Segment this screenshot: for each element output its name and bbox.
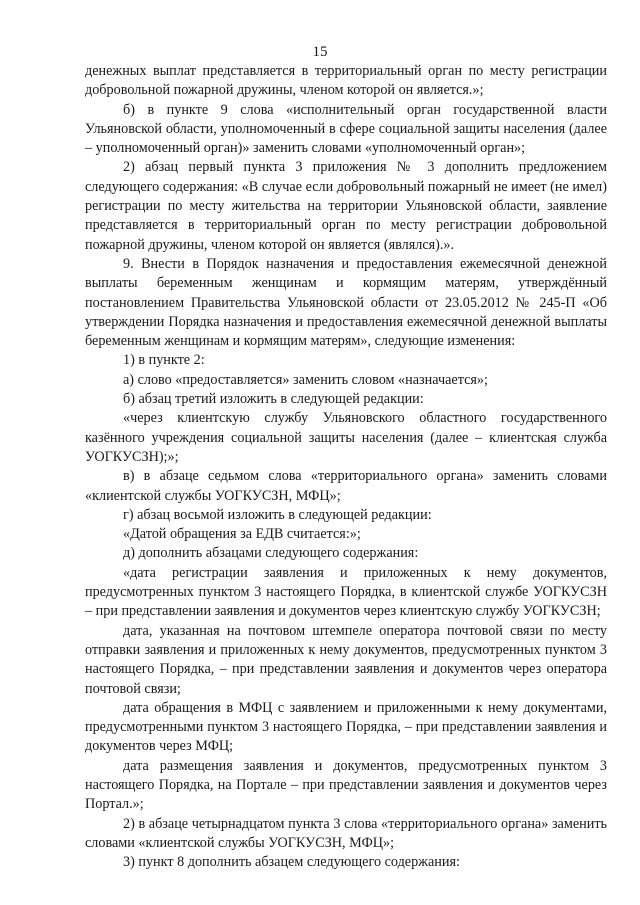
paragraph-p18: 3) пункт 8 дополнить абзацем следующего содержания: <box>123 854 460 871</box>
page-number: 15 <box>312 44 328 60</box>
paragraph-p07: б) абзац третий изложить в следующей редакции: <box>123 391 424 408</box>
paragraph-p01: денежных выплат представляется в территориальный орган по месту регистрации добровольной пожарной дружины, членом которой он является.»; <box>85 63 607 99</box>
document-body <box>85 62 607 872</box>
paragraph-p12: д) дополнить абзацами следующего содержания: <box>123 545 419 562</box>
paragraph-p15: дата обращения в МФЦ с заявлением и приложенными к нему документами, предусмотренными пунктом 3 настоящего Порядка, – при представлении заявления и документов через МФЦ; <box>85 699 607 755</box>
paragraph-p04: 9. Внести в Порядок назначения и предоставления ежемесячной денежной выплаты беременным женщинам и кормящим матерям, утверждённый постановлением Правительства Ульяновской области от 23.05.2012 № 245-П «Об утверждении Порядка назначения и предоставления ежемесячной денежной выплаты беременным женщинам и кормящим матерям», следующие изменения: <box>85 255 607 350</box>
paragraph-p03: 2) абзац первый пункта 3 приложения № 3 дополнить предложением следующего содержания: «В случае если добровольный пожарный не имеет (не имел) регистрации по месту жительства на территории Ульяновской области, заявление представляется в территориальный орган по месту регистрации добровольной пожарной дружины, членом которой он является (являлся).». <box>85 159 607 253</box>
paragraph-p10: г) абзац восьмой изложить в следующей редакции: <box>123 506 432 523</box>
paragraph-p05: 1) в пункте 2: <box>123 352 205 369</box>
paragraph-p09: в) в абзаце седьмом слова «территориального органа» заменить словами «клиентской службы УОГКУСЗН, МФЦ»; <box>85 468 607 504</box>
paragraph-p13: «дата регистрации заявления и приложенных к нему документов, предусмотренных пунктом 3 настоящего Порядка, в клиентской службе УОГКУСЗН – при представлении заявления и документов через клиентскую службу УОГКУСЗН; <box>85 564 607 620</box>
paragraph-p17: 2) в абзаце четырнадцатом пункта 3 слова «территориального органа» заменить словами «клиентской службы УОГКУСЗН, МФЦ»; <box>85 815 607 851</box>
paragraph-p02: б) в пункте 9 слова «исполнительный орган государственной власти Ульяновской области, уполномоченный в сфере социальной защиты населения (далее – уполномоченный орган)» заменить словами «уполномоченный орган»; <box>85 101 607 157</box>
paragraph-p14: дата, указанная на почтовом штемпеле оператора почтовой связи по месту отправки заявления и приложенных к нему документов, предусмотренных пунктом 3 настоящего Порядка, – при представлении заявления и документов через оператора почтовой связи; <box>85 622 607 697</box>
paragraph-p08: «через клиентскую службу Ульяновского областного государственного казённого учреждения социальной защиты населения (далее – клиентская служба УОГКУСЗН);»; <box>85 410 607 465</box>
paragraph-p11: «Датой обращения за ЕДВ считается:»; <box>123 526 361 543</box>
paragraph-p16: дата размещения заявления и документов, предусмотренных пунктом 3 настоящего Порядка, на Портале – при представлении заявления и документов через Портал.»; <box>85 757 607 813</box>
paragraph-p06: а) слово «предоставляется» заменить словом «назначается»; <box>123 371 488 388</box>
